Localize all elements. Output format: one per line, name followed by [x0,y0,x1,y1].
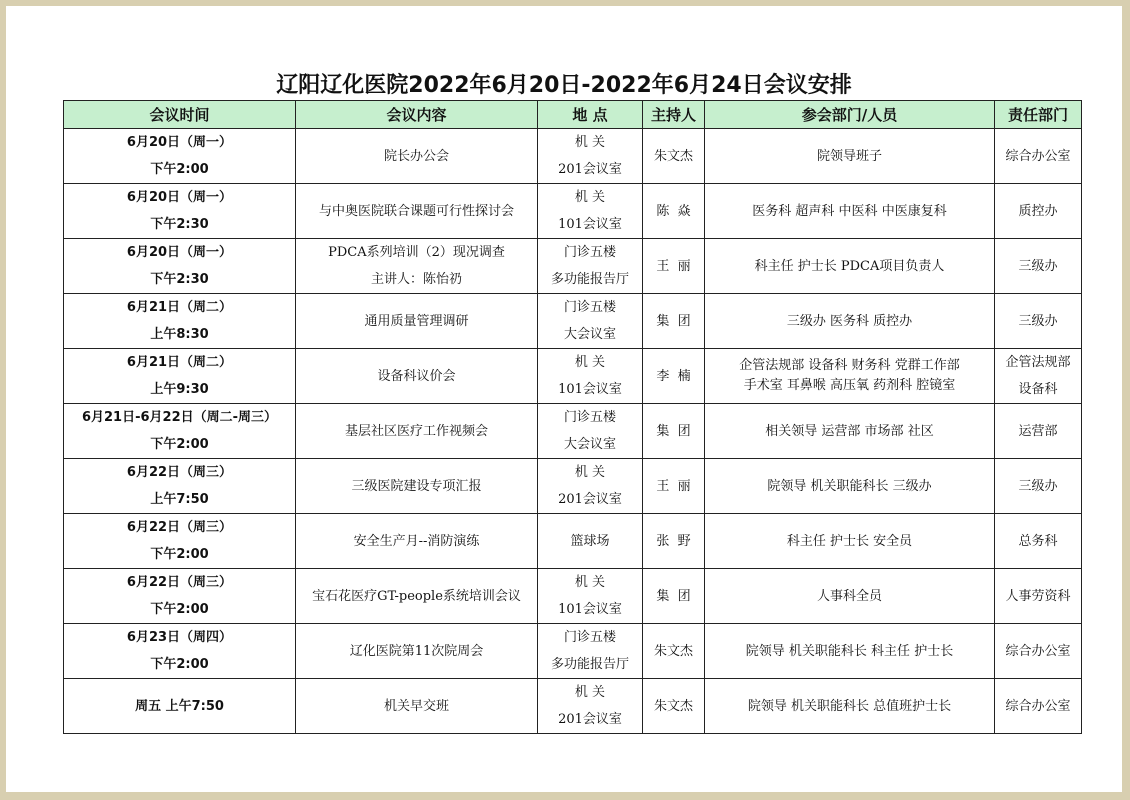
cell-dept [995,404,1082,459]
cell-place-lines [538,239,642,293]
cell-attendees [705,129,995,184]
cell-time-lines [64,349,295,403]
cell-dept [995,459,1082,514]
cell-content [296,569,538,624]
cell-attendees-line: 科主任 护士长 PDCA项目负责人 [754,258,945,274]
cell-time-lines [64,514,295,568]
table-row [64,514,1082,569]
cell-dept-line: 综合办公室 [1005,698,1071,714]
cell-place [538,294,643,349]
cell-attendees [705,459,995,514]
cell-content-lines [296,129,537,183]
cell-content-lines [296,349,537,403]
cell-content-line: 院长办公会 [383,148,449,164]
cell-attendees-line: 院领导 机关职能科长 科主任 护士长 [745,643,954,659]
cell-host: 朱文杰 [643,679,705,734]
cell-time [64,679,296,734]
cell-dept [995,184,1082,239]
cell-place-line: 机 关 [574,575,606,590]
cell-time [64,294,296,349]
cell-attendees-line: 企管法规部 设备科 财务科 党群工作部 [739,358,960,373]
cell-content [296,129,538,184]
cell-host: 集 团 [643,404,705,459]
cell-dept [995,679,1082,734]
cell-attendees [705,349,995,404]
cell-time-line: 6月21日-6月22日（周二-周三） [81,410,278,425]
cell-attendees-lines [705,569,994,623]
cell-host: 王 丽 [643,239,705,294]
cell-dept [995,514,1082,569]
cell-content [296,624,538,679]
cell-attendees-line: 院领导班子 [816,148,882,164]
cell-time-lines [64,294,295,348]
cell-time-line: 下午2:00 [150,657,209,672]
cell-place-line: 门诊五楼 [563,245,616,260]
cell-time-line: 下午2:00 [150,437,209,452]
cell-content-line: PDCA系列培训（2）现况调查 [328,245,505,260]
cell-time-line: 下午2:30 [150,272,209,287]
cell-attendees-lines [705,404,994,458]
cell-time-line: 6月20日（周一） [126,245,233,260]
cell-place-line: 201会议室 [558,712,622,727]
cell-time-line: 上午7:50 [150,492,209,507]
cell-content-line: 基层社区医疗工作视频会 [344,423,488,439]
cell-host: 集 团 [643,569,705,624]
cell-place-lines [538,459,642,513]
cell-dept-lines [995,514,1081,568]
cell-place [538,129,643,184]
cell-dept-lines [995,184,1081,238]
cell-time [64,184,296,239]
cell-time [64,129,296,184]
cell-content-line: 与中奥医院联合课题可行性探讨会 [318,203,514,219]
cell-attendees-lines [705,679,994,733]
cell-dept [995,349,1082,404]
cell-place-line: 门诊五楼 [563,300,616,315]
cell-time-line: 上午9:30 [150,382,209,397]
cell-content-lines [296,459,537,513]
cell-attendees-lines [705,239,994,293]
cell-attendees [705,679,995,734]
header-content: 会议内容 [296,101,538,129]
cell-dept [995,624,1082,679]
table-row [64,459,1082,514]
cell-dept [995,294,1082,349]
cell-host: 王 丽 [643,459,705,514]
cell-attendees-lines [705,349,994,403]
cell-time-lines [64,129,295,183]
cell-place-line: 门诊五楼 [563,410,616,425]
cell-dept-line: 综合办公室 [1005,148,1071,164]
cell-attendees-line: 手术室 耳鼻喉 高压氧 药剂科 腔镜室 [743,378,956,393]
cell-place [538,184,643,239]
cell-time-line: 周五 上午7:50 [135,698,224,714]
cell-dept-lines [995,679,1081,733]
document-page [6,6,1122,792]
cell-dept-lines [995,129,1081,183]
cell-place-line: 201会议室 [558,162,622,177]
cell-attendees [705,624,995,679]
cell-time-line: 6月22日（周三） [126,575,233,590]
cell-dept-lines [995,404,1081,458]
header-attendees: 参会部门/人员 [705,101,995,129]
cell-time [64,459,296,514]
table-row [64,129,1082,184]
cell-dept-line: 运营部 [1018,423,1058,439]
cell-host: 张 野 [643,514,705,569]
cell-dept-lines [995,349,1081,403]
header-place: 地 点 [538,101,643,129]
cell-content [296,349,538,404]
cell-dept-line: 企管法规部 [1005,355,1071,370]
cell-content-lines [296,569,537,623]
table-row [64,404,1082,459]
cell-dept [995,129,1082,184]
cell-time-line: 上午8:30 [150,327,209,342]
cell-attendees-line: 科主任 护士长 安全员 [786,533,913,549]
cell-attendees-lines [705,624,994,678]
cell-content-lines [296,624,537,678]
cell-place [538,349,643,404]
cell-content-line: 机关早交班 [383,698,449,714]
table-row [64,569,1082,624]
cell-content-line: 辽化医院第11次院周会 [349,643,484,659]
table-row [64,294,1082,349]
cell-content [296,679,538,734]
cell-place-lines [538,184,642,238]
cell-place-lines [538,404,642,458]
cell-place-lines [538,624,642,678]
cell-dept-line: 总务科 [1018,533,1058,549]
cell-time [64,624,296,679]
cell-attendees [705,239,995,294]
cell-host: 李 楠 [643,349,705,404]
cell-time-line: 下午2:00 [150,602,209,617]
cell-place-line: 机 关 [574,465,606,480]
cell-content-lines [296,514,537,568]
cell-content-lines [296,404,537,458]
cell-attendees-lines [705,129,994,183]
table-row [64,349,1082,404]
cell-place-line: 101会议室 [558,602,622,617]
cell-content-line: 三级医院建设专项汇报 [351,478,482,494]
cell-place-line: 机 关 [574,135,606,150]
cell-place [538,514,643,569]
cell-attendees-lines [705,294,994,348]
cell-dept-line: 人事劳资科 [1005,588,1071,604]
header-time: 会议时间 [64,101,296,129]
cell-attendees [705,569,995,624]
cell-place-line: 机 关 [574,355,606,370]
cell-time-line: 6月21日（周二） [126,300,233,315]
cell-time-lines [64,679,295,733]
cell-place-line: 101会议室 [558,217,622,232]
cell-place-lines [538,569,642,623]
table-row [64,679,1082,734]
header-dept: 责任部门 [995,101,1082,129]
cell-time-lines [64,459,295,513]
cell-place-line: 多功能报告厅 [550,657,629,672]
cell-time-line: 下午2:30 [150,217,209,232]
cell-time-line: 6月22日（周三） [126,520,233,535]
cell-place-line: 篮球场 [570,533,610,549]
table-row [64,239,1082,294]
cell-place [538,459,643,514]
cell-content [296,459,538,514]
table-row [64,624,1082,679]
cell-content-line: 主讲人：陈怡礽 [370,272,462,287]
cell-dept-line: 设备科 [1018,382,1058,397]
cell-attendees-line: 院领导 机关职能科长 三级办 [767,478,932,494]
cell-place [538,624,643,679]
cell-content-line: 宝石花医疗GT-people系统培训会议 [312,588,521,604]
cell-host: 朱文杰 [643,624,705,679]
cell-host: 朱文杰 [643,129,705,184]
cell-place-line: 大会议室 [563,437,616,452]
cell-dept [995,569,1082,624]
cell-attendees-line: 相关领导 运营部 市场部 社区 [765,423,934,439]
cell-content-line: 通用质量管理调研 [364,313,469,329]
cell-attendees-line: 医务科 超声科 中医科 中医康复科 [752,203,947,219]
cell-attendees-lines [705,184,994,238]
page-title: 辽阳辽化医院2022年6月20日-2022年6月24日会议安排 [276,73,852,98]
cell-attendees-line: 院领导 机关职能科长 总值班护士长 [747,698,952,714]
cell-dept-lines [995,624,1081,678]
cell-place-lines [538,514,642,568]
cell-place [538,404,643,459]
cell-content [296,239,538,294]
cell-attendees [705,294,995,349]
cell-place-lines [538,679,642,733]
cell-time [64,239,296,294]
cell-dept-lines [995,239,1081,293]
cell-time-lines [64,184,295,238]
cell-time [64,569,296,624]
cell-dept-lines [995,294,1081,348]
meeting-schedule-table [63,100,1082,734]
cell-time [64,404,296,459]
cell-content-line: 设备科议价会 [377,368,456,384]
cell-dept-lines [995,569,1081,623]
cell-place-line: 多功能报告厅 [550,272,629,287]
cell-dept [995,239,1082,294]
cell-content [296,514,538,569]
cell-dept-line: 综合办公室 [1005,643,1071,659]
cell-time-lines [64,569,295,623]
cell-content-lines [296,679,537,733]
header-host: 主持人 [643,101,705,129]
cell-dept-line: 三级办 [1018,478,1058,494]
cell-place [538,239,643,294]
cell-place-line: 101会议室 [558,382,622,397]
cell-place [538,569,643,624]
cell-attendees-line: 三级办 医务科 质控办 [786,313,913,329]
cell-time-line: 6月22日（周三） [126,465,233,480]
cell-place-line: 201会议室 [558,492,622,507]
cell-time-line: 6月20日（周一） [126,135,233,150]
cell-place-lines [538,129,642,183]
cell-time-line: 下午2:00 [150,547,209,562]
cell-time-lines [64,624,295,678]
cell-time-lines [64,404,295,458]
cell-attendees-lines [705,514,994,568]
cell-content-line: 安全生产月--消防演练 [353,533,480,549]
cell-attendees [705,184,995,239]
cell-place-lines [538,349,642,403]
cell-place-line: 机 关 [574,190,606,205]
cell-time-line: 6月23日（周四） [126,630,233,645]
cell-dept-line: 三级办 [1018,313,1058,329]
cell-time [64,514,296,569]
cell-content [296,404,538,459]
cell-place-line: 大会议室 [563,327,616,342]
cell-attendees [705,514,995,569]
cell-time [64,349,296,404]
table-row [64,184,1082,239]
cell-host: 陈 焱 [643,184,705,239]
cell-place-lines [538,294,642,348]
cell-dept-lines [995,459,1081,513]
cell-content-lines [296,239,537,293]
cell-dept-line: 三级办 [1018,258,1058,274]
cell-attendees-lines [705,459,994,513]
cell-time-line: 6月20日（周一） [126,190,233,205]
cell-attendees-line: 人事科全员 [816,588,882,604]
cell-dept-line: 质控办 [1018,203,1058,219]
cell-content-lines [296,294,537,348]
cell-attendees [705,404,995,459]
cell-place [538,679,643,734]
cell-content [296,184,538,239]
cell-host: 集 团 [643,294,705,349]
cell-time-line: 6月21日（周二） [126,355,233,370]
table-header-row [64,101,1082,129]
cell-content-lines [296,184,537,238]
cell-content [296,294,538,349]
cell-place-line: 机 关 [574,685,606,700]
cell-time-lines [64,239,295,293]
cell-place-line: 门诊五楼 [563,630,616,645]
cell-time-line: 下午2:00 [150,162,209,177]
